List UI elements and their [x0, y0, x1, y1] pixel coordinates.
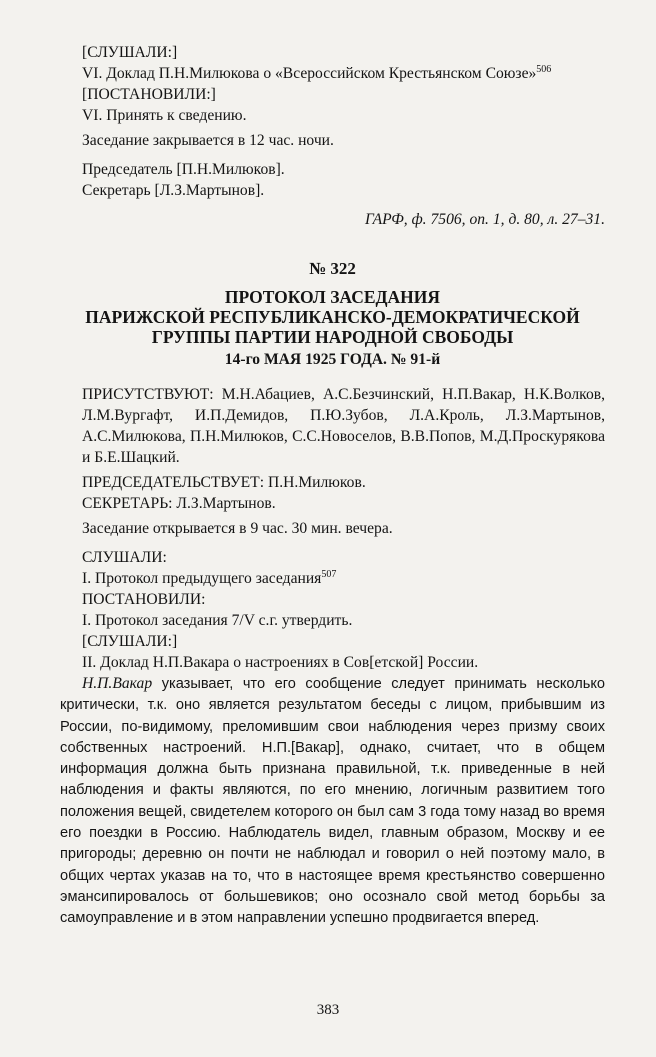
secretary-line: СЕКРЕТАРЬ: Л.З.Мартынов.: [82, 495, 276, 512]
agenda-heard2-label: [СЛУШАЛИ:]: [82, 633, 178, 650]
resolved-label: [ПОСТАНОВИЛИ:]: [82, 86, 216, 103]
doc-title-line3: ГРУППЫ ПАРТИИ НАРОДНОЙ СВОБОДЫ: [151, 327, 514, 347]
document-number: № 322: [309, 259, 356, 278]
chairman-signature: Председатель [П.Н.Милюков].: [82, 161, 285, 178]
item6-report: VI. Доклад П.Н.Милюкова о «Всероссийском Крестьянском Союзе»$^{506}$: [82, 63, 552, 82]
footnote-507: 507: [321, 568, 337, 580]
report-text: указывает, что его сообщение следует принимать несколько критически, т.к. оно является результатом беседы с лицом, прибывшим из России, по-видимому, преломившим свои наблюдения через призму своих собственных настроений. Н.П.[Вакар], однако, считает, что в общем информация должна быть признана правильной, т.к. приведенные в ней наблюдения и факты являются, по его мнению, логичным развитием того положения вещей, свидетелем которого он был сам 3 года тому назад во время его поездки в Россию. Наблюдатель видел, главным образом, Москву и ее пригороды; деревню он почти не наблюдал и говорил о ней поэтому мало, в общих чертах указав на то, что в настоящее время крестьянство совершенно эмансипировалось от большевиков; оно осознало свой метод борьбы за самоуправление и в этом направлении успешно продвигается вперед.: [60, 676, 606, 927]
doc-title-line2: ПАРИЖСКОЙ РЕСПУБЛИКАНСКО-ДЕМОКРАТИЧЕСКОЙ: [85, 307, 580, 327]
report-body: [60, 673, 605, 930]
doc-title-line1: ПРОТОКОЛ ЗАСЕДАНИЯ: [224, 287, 441, 307]
doc-date-line: 14-го МАЯ 1925 ГОДА. № 91-й: [224, 351, 441, 368]
page-number: 383: [316, 1002, 340, 1018]
opening-line: Заседание открывается в 9 час. 30 мин. вечера.: [82, 520, 393, 537]
chair-line: ПРЕДСЕДАТЕЛЬСТВУЕТ: П.Н.Милюков.: [82, 474, 366, 491]
agenda-item2: II. Доклад Н.П.Вакара о настроениях в Сов[етской] России.: [82, 654, 479, 671]
document-page: [60, 42, 605, 930]
present-label: ПРИСУТСТВУЮТ:: [82, 386, 214, 403]
present-names: М.Н.Абациев, А.С.Безчинский, Н.П.Вакар, Н.К.Волков, Л.М.Вургафт, И.П.Демидов, П.Ю.Зубов, Л.А.Кроль, Л.З.Мартынов, А.С.Милюкова, П.Н.Милюков, С.С.Новоселов, В.В.Попов, М.Д.Проскурякова и Б.Е.Шацкий.: [82, 386, 605, 466]
heard-label: [СЛУШАЛИ:]: [82, 44, 178, 61]
item6-resolution: VI. Принять к сведению.: [82, 107, 247, 124]
agenda-item1-resolution: I. Протокол заседания 7/V с.г. утвердить.: [82, 612, 353, 629]
agenda-resolved-label: ПОСТАНОВИЛИ:: [82, 591, 206, 608]
agenda-heard-label: СЛУШАЛИ:: [82, 549, 167, 566]
archive-reference: ГАРФ, ф. 7506, оп. 1, д. 80, л. 27–31.: [364, 211, 605, 228]
closing-line: Заседание закрывается в 12 час. ночи.: [82, 132, 334, 149]
secretary-signature: Секретарь [Л.З.Мартынов].: [82, 182, 265, 199]
speaker-name: Н.П.Вакар: [82, 675, 153, 692]
agenda-item1: I. Протокол предыдущего заседания$^{507}$: [82, 568, 337, 587]
present-list: [60, 384, 605, 468]
footnote-506: 506: [536, 63, 552, 75]
